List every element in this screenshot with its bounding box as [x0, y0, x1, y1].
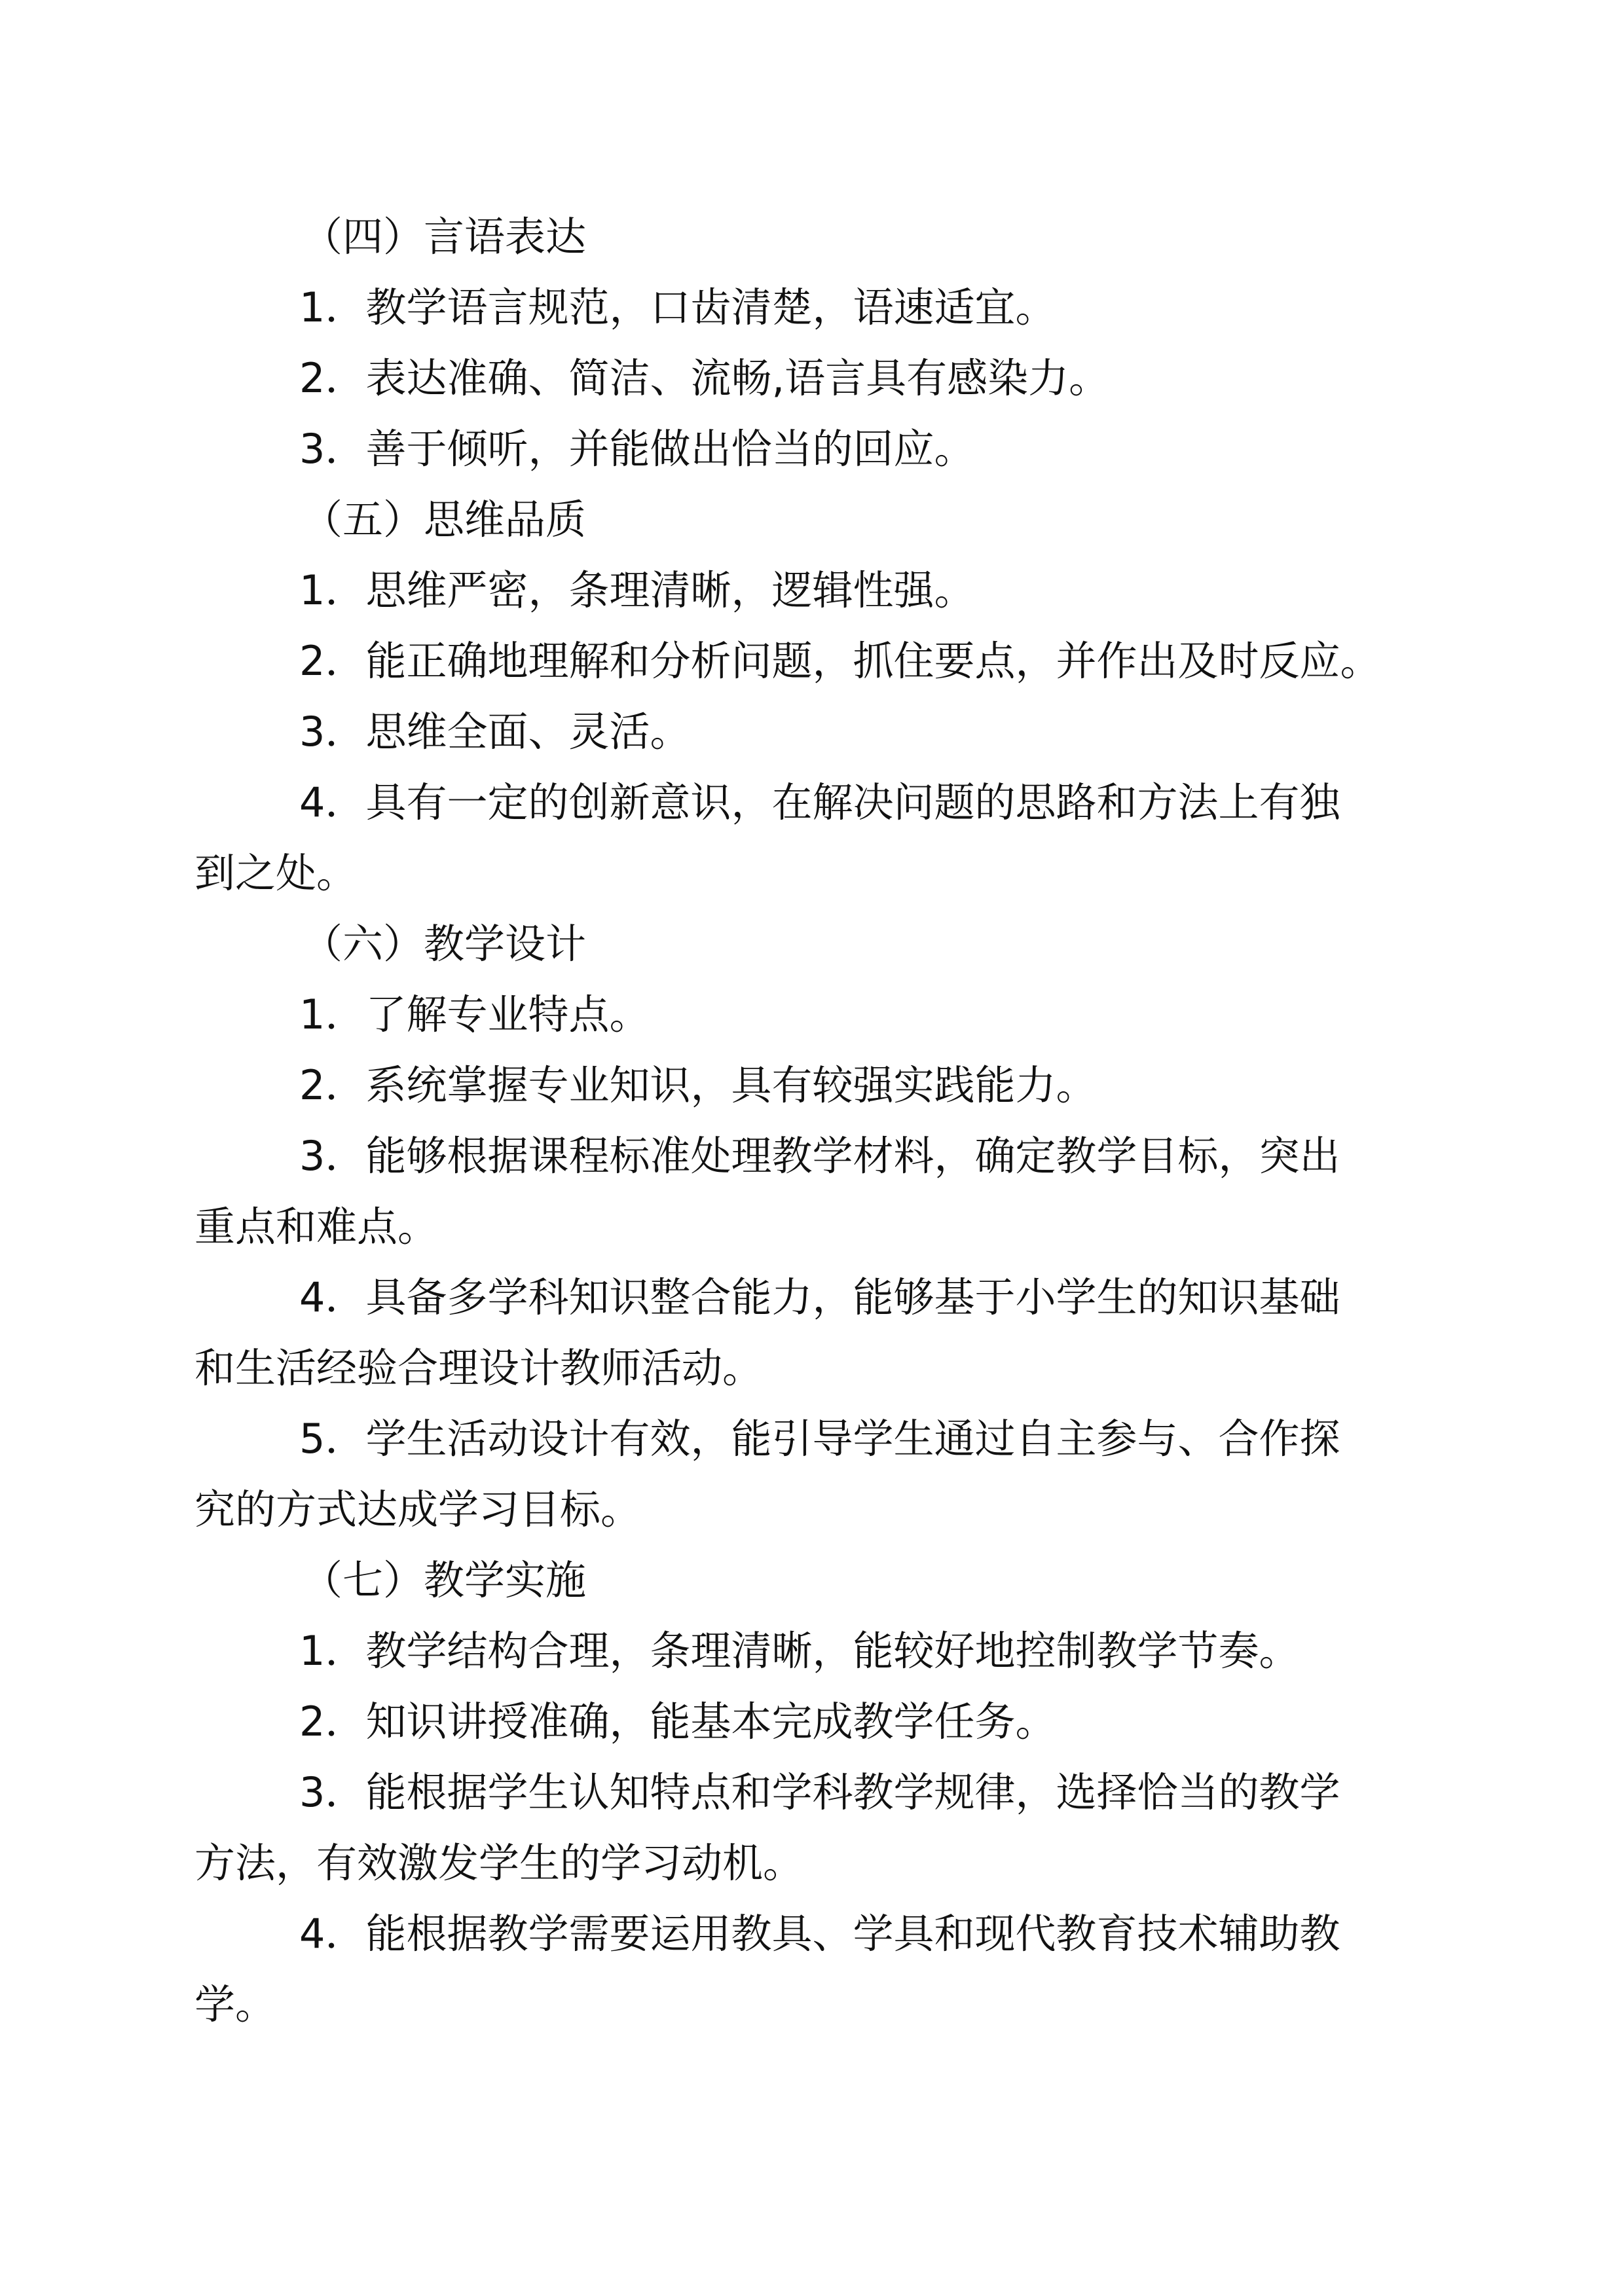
list-item: 1．了解专业特点。	[299, 991, 650, 1038]
section-5	[194, 484, 1432, 909]
list-item: 4．具备多学科知识整合能力，能够基于小学生的知识基础	[299, 1273, 1340, 1321]
section-heading: （七）教学实施	[302, 1556, 587, 1604]
document-page	[194, 202, 1432, 2040]
list-item: 2．表达准确、简洁、流畅,语言具有感染力。	[299, 354, 1110, 402]
list-item: 4．能根据教学需要运用教具、学具和现代教育技术辅助教	[299, 1910, 1340, 1958]
list-item: 4．具有一定的创新意识，在解决问题的思路和方法上有独	[299, 778, 1340, 826]
list-item: 1．思维严密，条理清晰，逻辑性强。	[299, 566, 975, 614]
list-item-continuation: 到之处。	[194, 849, 358, 897]
list-item: 1．教学结构合理，条理清晰，能较好地控制教学节奏。	[299, 1627, 1300, 1675]
list-item-continuation: 学。	[194, 1980, 276, 2028]
list-item-continuation: 重点和难点。	[194, 1203, 439, 1250]
list-item: 2．知识讲授准确，能基本完成教学任务。	[299, 1698, 1056, 1745]
list-item-continuation: 和生活经验合理设计教师活动。	[194, 1344, 764, 1392]
section-6	[194, 909, 1432, 1545]
list-item-continuation: 究的方式达成学习目标。	[194, 1485, 642, 1533]
list-item: 3．思维全面、灵活。	[299, 708, 691, 756]
list-item: 3．能根据学生认知特点和学科教学规律，选择恰当的教学	[299, 1768, 1340, 1816]
list-item-continuation: 方法，有效激发学生的学习动机。	[194, 1839, 804, 1887]
section-7	[194, 1545, 1432, 2040]
list-item: 3．善于倾听，并能做出恰当的回应。	[299, 425, 975, 473]
section-4	[194, 202, 1432, 484]
section-heading: （五）思维品质	[302, 496, 587, 543]
section-heading: （六）教学设计	[302, 920, 587, 968]
list-item: 2．能正确地理解和分析问题，抓住要点，并作出及时反应。	[299, 637, 1381, 685]
list-item: 1．教学语言规范，口齿清楚，语速适宜。	[299, 283, 1056, 331]
list-item: 3．能够根据课程标准处理教学材料，确定教学目标，突出	[299, 1132, 1340, 1180]
list-item: 5．学生活动设计有效，能引导学生通过自主参与、合作探	[299, 1415, 1340, 1463]
list-item: 2．系统掌握专业知识，具有较强实践能力。	[299, 1061, 1097, 1109]
section-heading: （四）言语表达	[302, 213, 587, 261]
